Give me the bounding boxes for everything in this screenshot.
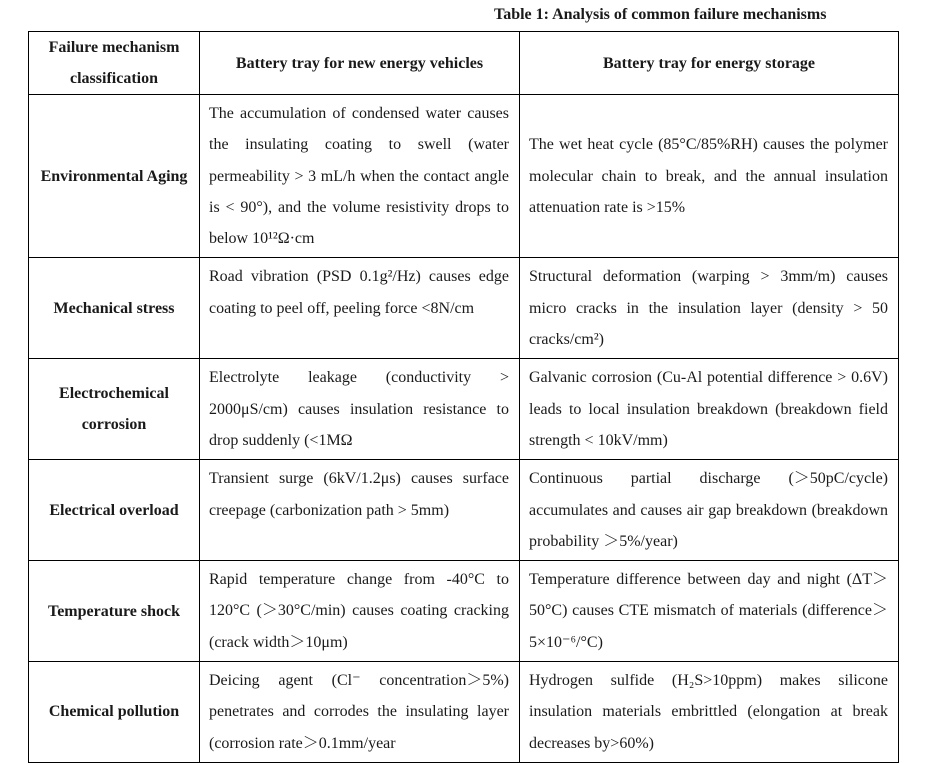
header-classification: Failure mechanism classification <box>29 32 200 95</box>
row-storage-cell: Continuous partial discharge (＞50pC/cycle) accumulates and causes air gap breakdown (breakdown probability ＞5%/year) <box>520 460 899 561</box>
row-classification: Chemical pollution <box>29 662 200 763</box>
table-row <box>29 460 899 561</box>
table-title: Table 1: Analysis of common failure mechanisms <box>494 6 827 23</box>
row-vehicles-cell: Rapid temperature change from -40°C to 120°C (＞30°C/min) causes coating cracking (crack width＞10μm) <box>200 561 520 662</box>
header-storage: Battery tray for energy storage <box>520 32 899 95</box>
row-storage-cell: Temperature difference between day and night (ΔT＞50°C) causes CTE mismatch of materials (difference＞5×10⁻⁶/°C) <box>520 561 899 662</box>
row-classification: Mechanical stress <box>29 258 200 359</box>
row-classification: Temperature shock <box>29 561 200 662</box>
table-row <box>29 662 899 763</box>
row-classification: Electrical overload <box>29 460 200 561</box>
table-row <box>29 359 899 460</box>
row-storage-cell: Hydrogen sulfide (H₂S>10ppm) makes silicone insulation materials embrittled (elongation at break decreases by>60%) <box>520 662 899 763</box>
row-storage-cell: Galvanic corrosion (Cu-Al potential difference > 0.6V) leads to local insulation breakdown (breakdown field strength < 10kV/mm) <box>520 359 899 460</box>
row-vehicles-cell: Transient surge (6kV/1.2μs) causes surface creepage (carbonization path > 5mm) <box>200 460 520 561</box>
header-vehicles: Battery tray for new energy vehicles <box>200 32 520 95</box>
failure-mechanisms-table <box>28 31 899 763</box>
row-storage-cell: Structural deformation (warping > 3mm/m) causes micro cracks in the insulation layer (density > 50 cracks/cm²) <box>520 258 899 359</box>
table-row <box>29 561 899 662</box>
row-vehicles-cell: Road vibration (PSD 0.1g²/Hz) causes edge coating to peel off, peeling force <8N/cm <box>200 258 520 359</box>
row-vehicles-cell: The accumulation of condensed water causes the insulating coating to swell (water permeability > 3 mL/h when the contact angle is < 90°), and the volume resistivity drops to below 10¹²Ω·cm <box>200 95 520 258</box>
table-row <box>29 95 899 258</box>
row-vehicles-cell: Deicing agent (Cl⁻ concentration＞5%) penetrates and corrodes the insulating layer (corrosion rate＞0.1mm/year <box>200 662 520 763</box>
table-row <box>29 258 899 359</box>
row-classification: Environmental Aging <box>29 95 200 258</box>
row-classification: Electrochemical corrosion <box>29 359 200 460</box>
row-storage-cell: The wet heat cycle (85°C/85%RH) causes the polymer molecular chain to break, and the annual insulation attenuation rate is >15% <box>520 95 899 258</box>
row-vehicles-cell: Electrolyte leakage (conductivity > 2000μS/cm) causes insulation resistance to drop suddenly (<1MΩ <box>200 359 520 460</box>
header-row <box>29 32 899 95</box>
